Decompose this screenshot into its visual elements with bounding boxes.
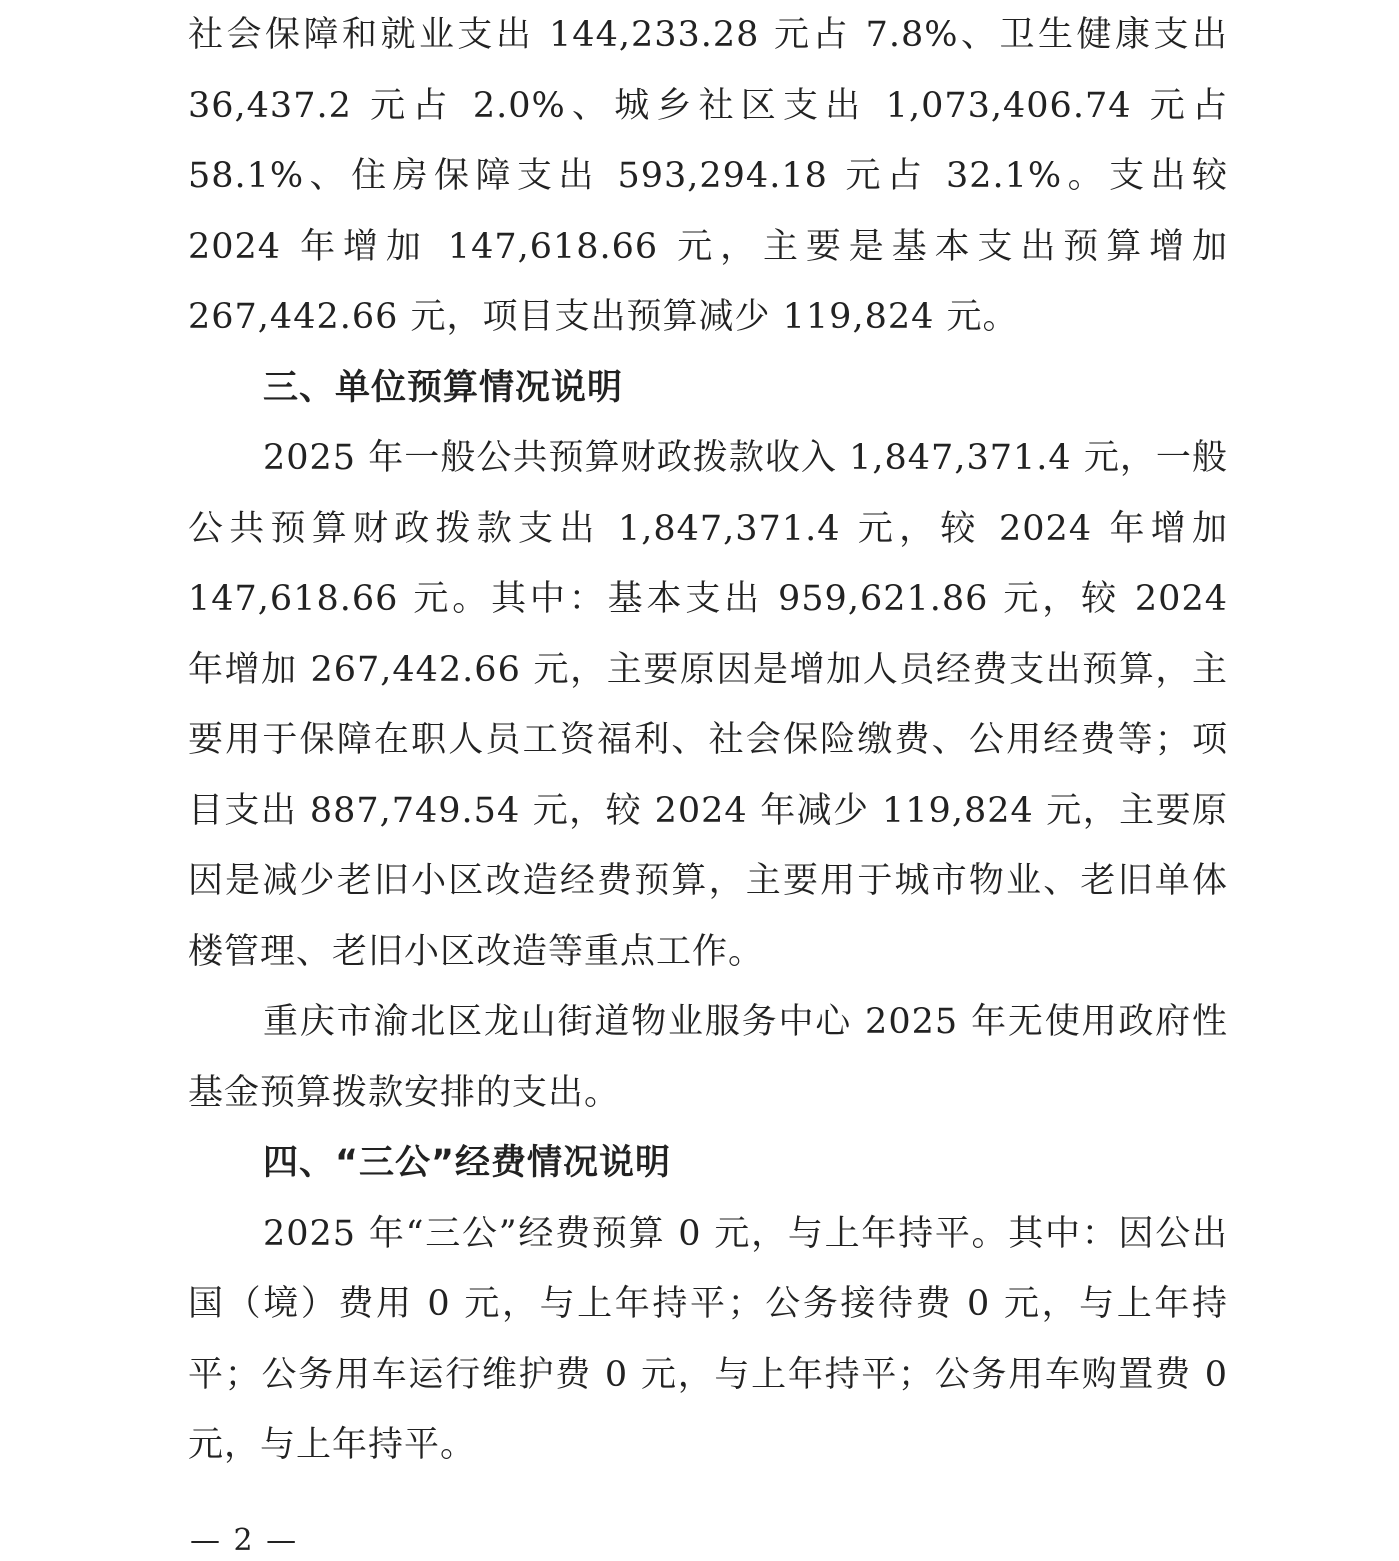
paragraph-general-budget: 2025 年一般公共预算财政拨款收入 1,847,371.4 元，一般公共预算财政拨款支出 1,847,371.4 元，较 2024 年增加 147,618.66 元。其中：基本支出 959,621.86 元，较 2024 年增加 267,442.66 元，主要原因是增加人员经费支出预算，主要用于保障在职人员工资福利、社会保险缴费、公用经费等；项目支出 887,749.54 元，较 2024 年减少 119,824 元，主要原因是减少老旧小区改造经费预算，主要用于城市物业、老旧单体楼管理、老旧小区改造等重点工作。 xyxy=(188,438,1228,972)
paragraph-expenditure-breakdown: 社会保障和就业支出 144,233.28 元占 7.8%、卫生健康支出 36,437.2 元占 2.0%、城乡社区支出 1,073,406.74 元占 58.1%、住房保障支出 593,294.18 元占 32.1%。支出较 2024 年增加 147,618.66 元，主要是基本支出预算增加 267,442.66 元，项目支出预算减少 119,824 元。 xyxy=(188,15,1228,337)
paragraph-government-fund: 重庆市渝北区龙山街道物业服务中心 2025 年无使用政府性基金预算拨款安排的支出。 xyxy=(188,1002,1228,1113)
document-body xyxy=(188,0,1228,1481)
section-heading-unit-budget: 三、单位预算情况说明 xyxy=(263,367,624,408)
paragraph-three-public-expenses: 2025 年“三公”经费预算 0 元，与上年持平。其中：因公出国（境）费用 0 元，与上年持平；公务接待费 0 元，与上年持平；公务用车运行维护费 0 元，与上年持平；公务用车购置费 0 元，与上年持平。 xyxy=(188,1213,1228,1465)
page-number: — 2 — xyxy=(190,1523,299,1558)
section-heading-three-public: 四、“三公”经费情况说明 xyxy=(263,1143,672,1183)
